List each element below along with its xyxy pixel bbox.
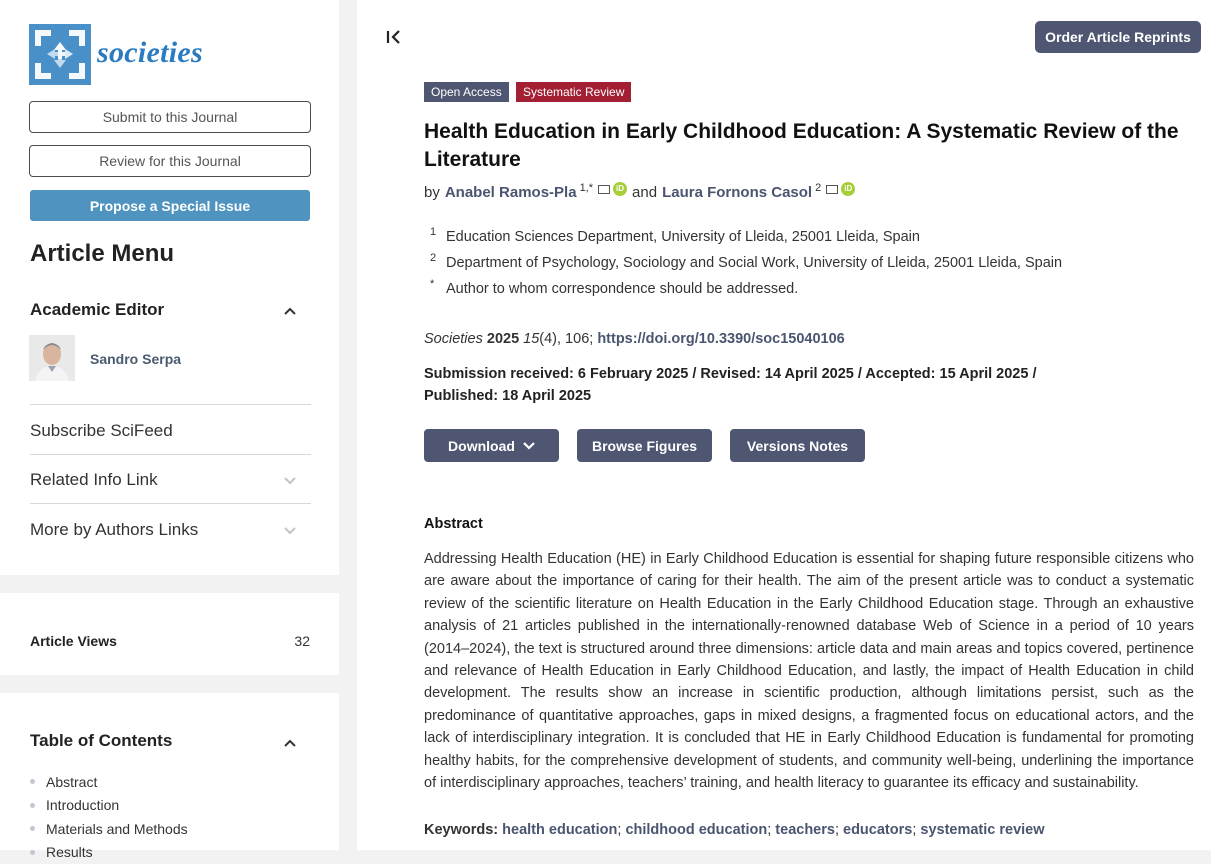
- affiliation-number: *: [430, 278, 446, 294]
- dates-line: Submission received: 6 February 2025 / Revised: 14 April 2025 / Accepted: 15 April 2025 /: [424, 363, 1084, 385]
- citation-issue-page: (4), 106;: [539, 331, 593, 347]
- divider: [30, 503, 311, 504]
- journal-wordmark[interactable]: societies: [97, 36, 203, 70]
- chevron-up-icon[interactable]: [282, 305, 298, 317]
- dates-line: Published: 18 April 2025: [424, 385, 1084, 407]
- browse-figures-button[interactable]: Browse Figures: [577, 429, 712, 462]
- article-views-count: 32: [294, 633, 310, 649]
- publication-dates: [424, 363, 1084, 407]
- affiliation: [430, 281, 798, 297]
- sidebar-main-panel: [0, 0, 339, 575]
- keyword-link[interactable]: educators: [843, 822, 912, 838]
- mail-icon[interactable]: [826, 185, 838, 194]
- orcid-icon[interactable]: iD: [613, 182, 627, 196]
- societies-logo[interactable]: [29, 24, 91, 85]
- toc-item-introduction[interactable]: Introduction: [30, 794, 188, 818]
- keyword-link[interactable]: teachers: [775, 822, 835, 838]
- avatar[interactable]: [29, 335, 75, 381]
- article-menu-title: Article Menu: [30, 240, 174, 268]
- review-journal-button[interactable]: Review for this Journal: [29, 145, 311, 177]
- academic-editor-name[interactable]: Sandro Serpa: [90, 351, 181, 367]
- chevron-up-icon[interactable]: [282, 737, 298, 749]
- abstract-heading: Abstract: [424, 516, 483, 532]
- author-affiliation-ref: 2: [815, 182, 821, 194]
- download-label: Download: [448, 438, 515, 454]
- affiliation-text: Author to whom correspondence should be addressed.: [446, 281, 798, 297]
- propose-special-issue-button[interactable]: Propose a Special Issue: [30, 190, 310, 221]
- mail-icon[interactable]: [598, 185, 610, 194]
- keyword-link[interactable]: childhood education: [625, 822, 767, 838]
- collapse-sidebar-icon[interactable]: [385, 28, 403, 46]
- toc-item-results[interactable]: Results: [30, 841, 188, 864]
- keywords-label: Keywords:: [424, 822, 498, 838]
- affiliation-text: Department of Psychology, Sociology and Social Work, University of Lleida, 25001 Lleida, Spain: [446, 255, 1062, 271]
- author-link[interactable]: Laura Fornons Casol: [662, 184, 812, 201]
- affiliation-text: Education Sciences Department, University of Lleida, 25001 Lleida, Spain: [446, 229, 920, 245]
- by-label: by: [424, 184, 440, 201]
- affiliation: [430, 229, 920, 245]
- order-reprints-button[interactable]: Order Article Reprints: [1035, 21, 1201, 53]
- article-views-label: Article Views: [30, 633, 117, 649]
- article-main: [357, 0, 1211, 850]
- versions-notes-button[interactable]: Versions Notes: [730, 429, 865, 462]
- more-by-authors-link[interactable]: More by Authors Links: [30, 520, 198, 540]
- toc-title[interactable]: Table of Contents: [30, 731, 172, 751]
- submit-journal-button[interactable]: Submit to this Journal: [29, 101, 311, 133]
- divider: [30, 404, 311, 405]
- related-info-link[interactable]: Related Info Link: [30, 470, 158, 490]
- citation: [424, 331, 845, 347]
- doi-link[interactable]: https://doi.org/10.3390/soc15040106: [597, 331, 844, 347]
- table-of-contents-panel: [0, 693, 339, 850]
- keyword-link[interactable]: health education: [502, 822, 617, 838]
- citation-volume: 15: [523, 331, 539, 347]
- affiliation-number: 2: [430, 252, 446, 268]
- and-label: and: [632, 184, 657, 201]
- orcid-icon[interactable]: iD: [841, 182, 855, 196]
- author-affiliation-ref: 1,*: [580, 182, 593, 194]
- affiliation: [430, 255, 1062, 271]
- chevron-down-icon[interactable]: [282, 525, 298, 537]
- citation-journal: Societies: [424, 331, 483, 347]
- open-access-badge: Open Access: [424, 82, 509, 102]
- keyword-link[interactable]: systematic review: [920, 822, 1044, 838]
- author-link[interactable]: Anabel Ramos-Pla: [445, 184, 577, 201]
- affiliation-number: 1: [430, 226, 446, 242]
- keywords-line: Keywords: health education; childhood education; teachers; educators; systematic review: [424, 822, 1045, 838]
- toc-item-materials-methods[interactable]: Materials and Methods: [30, 817, 188, 841]
- citation-year: 2025: [487, 331, 519, 347]
- article-views-panel: [0, 593, 339, 675]
- article-title: Health Education in Early Childhood Education: A Systematic Review of the Literature: [424, 118, 1199, 174]
- article-type-badge: Systematic Review: [516, 82, 631, 102]
- academic-editor-heading[interactable]: Academic Editor: [30, 300, 164, 320]
- chevron-down-icon: [523, 442, 535, 450]
- toc-item-abstract[interactable]: Abstract: [30, 770, 188, 794]
- subscribe-scifeed-link[interactable]: Subscribe SciFeed: [30, 421, 173, 441]
- author-line: [424, 184, 855, 201]
- chevron-down-icon[interactable]: [282, 475, 298, 487]
- abstract-text: Addressing Health Education (HE) in Early Childhood Education is essential for shaping future responsible citizens who are aware about the importance of caring for their health. The aim of the present article was to conduct a systematic review of the scientific literature on Health Education in the Early Childhood Education stage. Through an exhaustive analysis of 21 articles published in the internationally-renowned database Web of Science in a period of 10 years (2014–2024), the text is structured around three dimensions: article data and main areas and topics covered, pertinence and relevance of Health Education in Early Childhood Education, and lastly, the impact of Health Education in child development. The results show an increase in scientific production, although limitations persist, such as the predominance of quantitative approaches, gaps in mixed designs, a fragmented focus on educational actors, and the lack of interdisciplinary integration. It is concluded that HE in Early Childhood Education is fundamental for promoting healthy habits, for the comprehensive development of students, and community well-being, underlining the importance of interdisciplinary approaches, teachers’ training, and health literacy to guarantee its efficacy and sustainability.: [424, 548, 1194, 794]
- divider: [30, 454, 311, 455]
- download-button[interactable]: [424, 429, 559, 462]
- toc-list: [30, 770, 188, 864]
